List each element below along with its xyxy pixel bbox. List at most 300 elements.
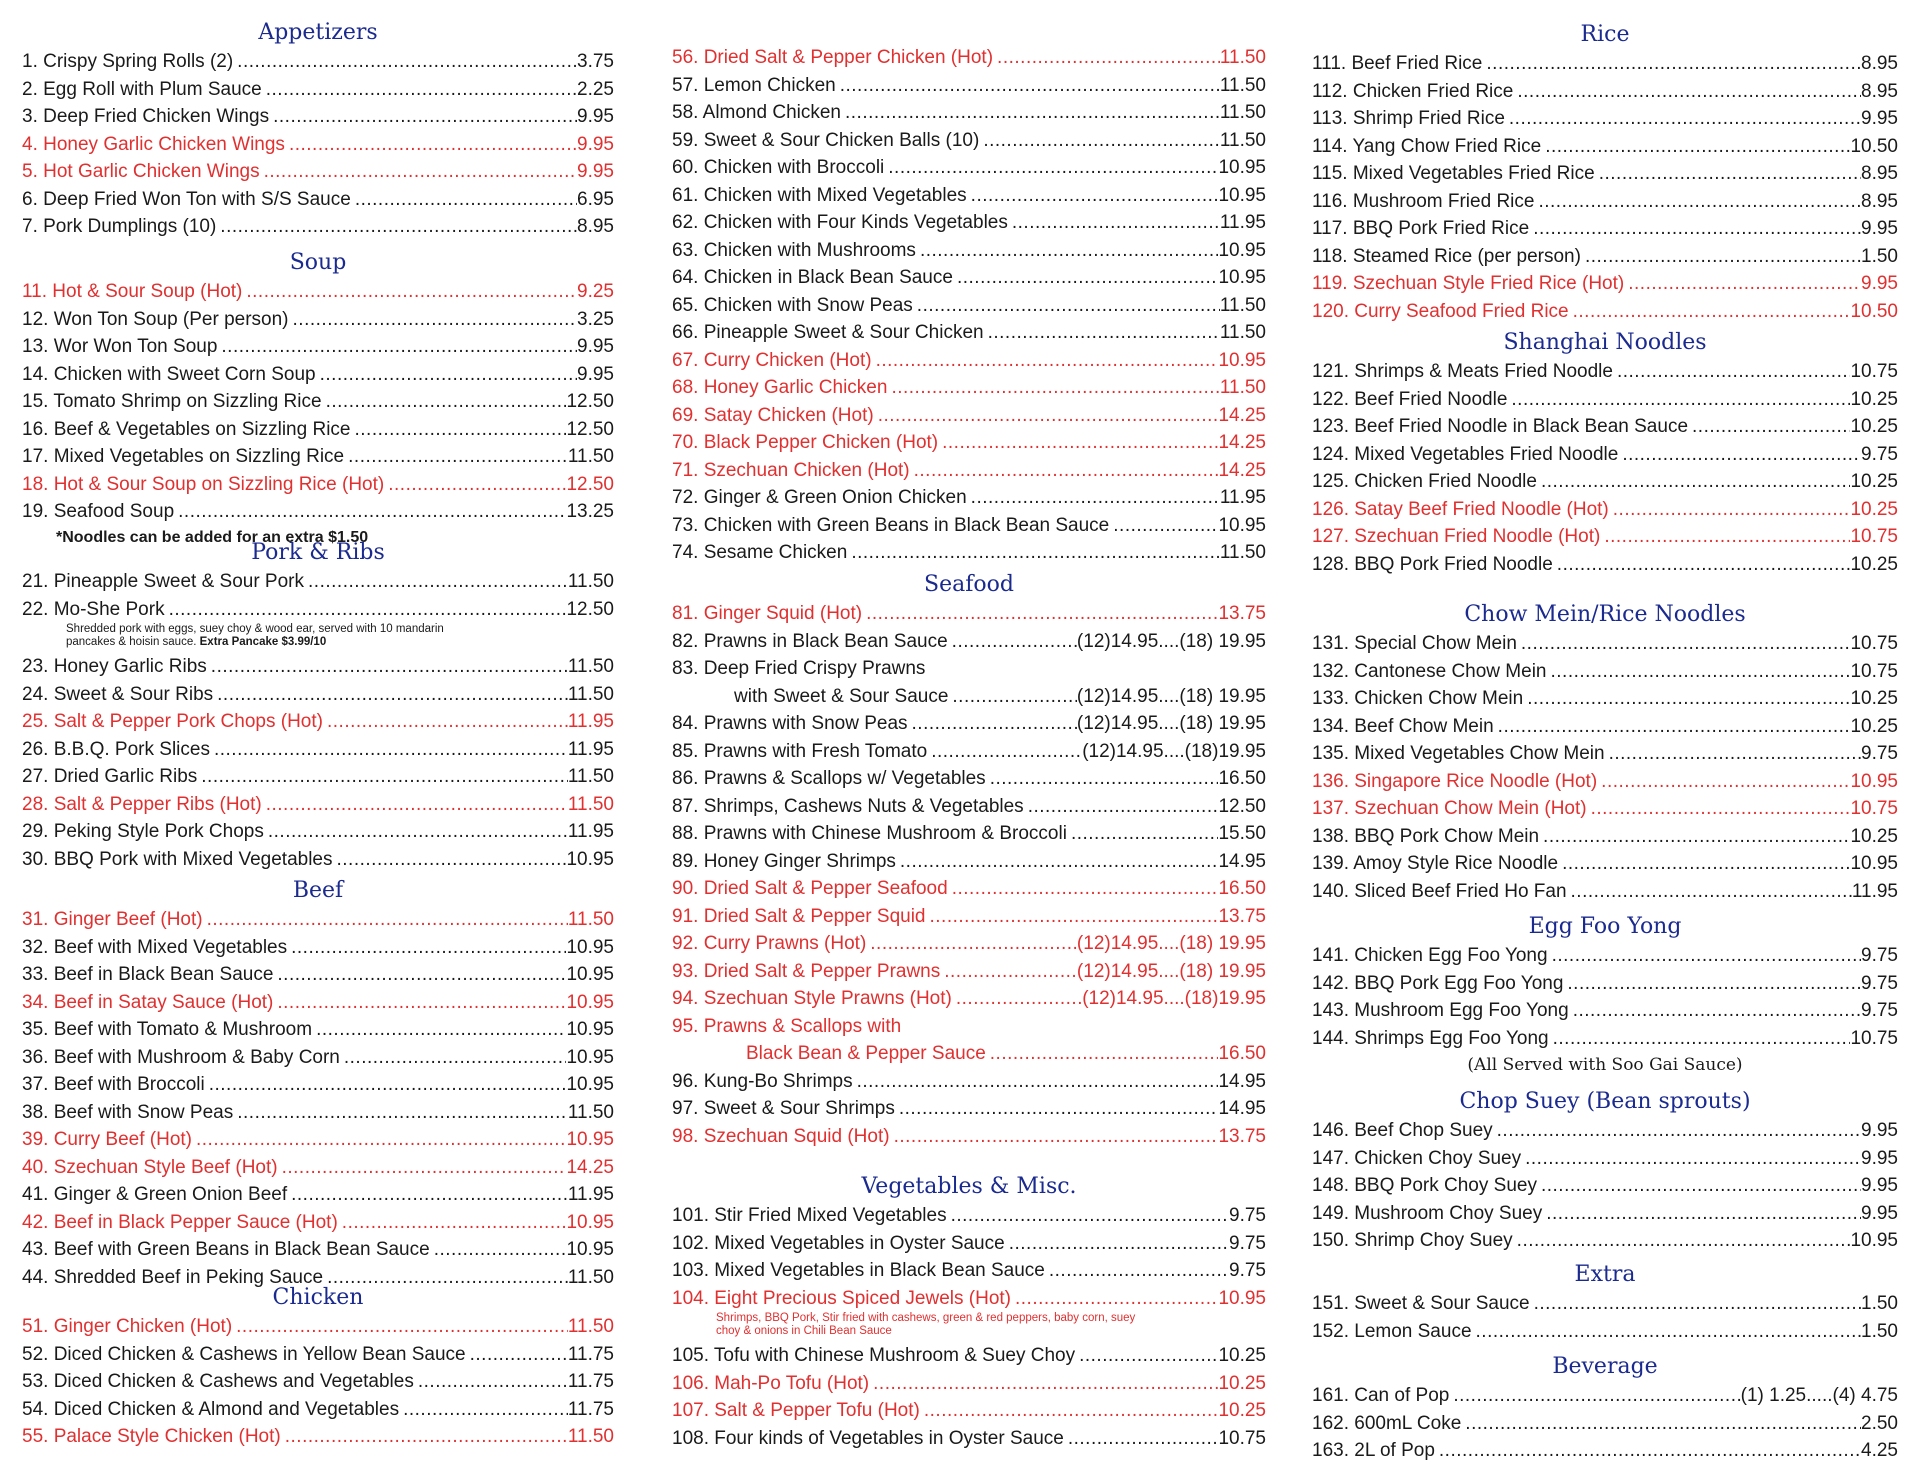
dot-leader [327,708,568,736]
menu-item-name: 68. Honey Garlic Chicken [672,377,888,398]
menu-item [672,182,1266,210]
menu-item-price: 11.50 [567,683,614,705]
dot-leader [264,158,577,186]
menu-item-name: 96. Kung-Bo Shrimps [672,1070,853,1092]
section-note: *Noodles can be added for an extra $1.50 [56,528,369,546]
dot-leader [1527,685,1850,713]
menu-item-name: 5. Hot Garlic Chicken Wings [22,161,260,182]
menu-item [1312,1200,1898,1228]
menu-item-price: 9.95 [577,363,614,385]
menu-item-name: 7. Pork Dumplings (10) [22,216,217,237]
menu-item [672,539,1266,567]
menu-item-price: 10.95 [1218,184,1266,206]
menu-item [1312,630,1898,658]
menu-item-price: 9.75 [1861,1000,1898,1021]
menu-item-price: 11.50 [567,909,614,930]
menu-item-price: 12.50 [566,418,614,440]
menu-item-price: 10.25 [1850,498,1898,520]
menu-item-price: 13.75 [1218,1125,1266,1147]
description-line: choy & onions in Chili Bean Sauce [716,1325,892,1337]
dot-leader [1497,1117,1861,1145]
dot-leader [899,1095,1219,1123]
dot-leader [1009,1230,1229,1258]
menu-item-price: (1) 1.25.....(4) 4.75 [1740,1385,1898,1406]
menu-item [1312,1025,1898,1053]
menu-item-price: 9.95 [1861,218,1898,239]
menu-item [672,958,1266,986]
menu-item [672,820,1266,848]
menu-item-price: 1.50 [1861,1320,1898,1342]
dot-leader [1591,795,1851,823]
menu-item-name: 24. Sweet & Sour Ribs [22,683,214,705]
dot-leader [209,1071,567,1099]
menu-item [1312,1227,1898,1255]
menu-item [672,1425,1266,1453]
menu-item-price: 13.75 [1218,603,1266,624]
menu-item [672,347,1266,375]
dot-leader [291,934,566,962]
section-heading: Soup [289,250,347,275]
menu-item [1312,78,1898,106]
dot-leader [211,653,568,681]
menu-item-price: 10.95 [1218,349,1266,371]
menu-item-name: 94. Szechuan Style Prawns (Hot) [672,988,952,1009]
dot-leader [914,457,1219,485]
menu-item-price: 11.95 [567,1184,614,1205]
dot-leader [266,76,577,104]
dot-leader [894,1123,1219,1151]
menu-item-name: 101. Stir Fried Mixed Vegetables [672,1205,947,1226]
menu-item [1312,1117,1898,1145]
menu-item-price: 10.25 [1850,471,1898,492]
menu-item-name: 30. BBQ Pork with Mixed Vegetables [22,848,333,870]
dot-leader [876,347,1219,375]
menu-item [1312,441,1898,469]
menu-item [1312,358,1898,386]
menu-item-name: 66. Pineapple Sweet & Sour Chicken [672,322,984,343]
menu-item [22,1044,614,1072]
menu-item-price: 11.50 [1219,377,1266,398]
menu-item-price: 10.95 [566,1211,614,1233]
menu-item [1312,468,1898,496]
menu-item [22,1236,614,1264]
dot-leader [169,596,567,624]
menu-item-name: 136. Singapore Rice Noodle (Hot) [1312,770,1598,792]
menu-item-name: 144. Shrimps Egg Foo Yong [1312,1027,1549,1049]
dot-leader [214,736,568,764]
menu-item-price: 14.95 [1218,850,1266,872]
dot-leader [1604,523,1850,551]
menu-item-name: 120. Curry Seafood Fried Rice [1312,300,1569,322]
menu-item [1312,133,1898,161]
menu-item-price: 11.50 [567,1426,614,1447]
dot-leader [891,374,1219,402]
dot-leader [201,763,568,791]
dot-leader [293,306,578,334]
menu-item-price: (12)14.95....(18) 19.95 [1076,933,1266,954]
dot-leader [988,319,1220,347]
menu-item [22,961,614,989]
menu-item [672,600,1266,628]
dot-leader [1465,1410,1861,1438]
menu-item [1312,413,1898,441]
menu-item-price: 11.50 [1219,47,1266,68]
dot-leader [912,710,1077,738]
menu-item-price: 10.95 [1850,1230,1898,1251]
section-subnote: (All Served with Soo Gai Sauce) [1467,1055,1743,1075]
menu-item [22,708,614,736]
menu-item [22,498,614,526]
menu-item-price: 2.25 [577,78,614,100]
menu-item-name: 97. Sweet & Sour Shrimps [672,1098,895,1119]
menu-item [1312,1172,1898,1200]
menu-item-name: 71. Szechuan Chicken (Hot) [672,459,910,481]
dot-leader [1546,1200,1861,1228]
menu-item [1312,685,1898,713]
menu-item [672,1123,1266,1151]
dot-leader [971,484,1220,512]
menu-item [1312,795,1898,823]
menu-item [1312,1145,1898,1173]
dot-leader [1511,386,1850,414]
menu-item-name: 63. Chicken with Mushrooms [672,239,916,261]
menu-section [1312,1352,1898,1465]
dot-leader [1525,1145,1861,1173]
menu-item-price: 14.25 [566,1156,614,1178]
dot-leader [840,72,1220,100]
dot-leader [1538,188,1861,216]
dot-leader [1599,160,1861,188]
dot-leader [1567,970,1861,998]
dot-leader [1517,1227,1851,1255]
menu-item [22,388,614,416]
menu-item-name: 91. Dried Salt & Pepper Squid [672,905,926,927]
menu-item [1312,551,1898,579]
dot-leader [1553,1025,1851,1053]
menu-item-price: 10.95 [1218,1287,1266,1309]
menu-item-name: 35. Beef with Tomato & Mushroom [22,1019,313,1040]
menu-item [22,763,614,791]
dot-leader [983,127,1220,155]
menu-item-price: 2.50 [1861,1412,1898,1434]
menu-item-price: 10.75 [1218,1427,1266,1449]
menu-item [22,1313,614,1341]
dot-leader [951,1202,1229,1230]
menu-item [672,319,1266,347]
menu-item-name: 128. BBQ Pork Fried Noodle [1312,553,1553,575]
menu-item-price: 15.50 [1218,823,1266,844]
dot-leader [291,1181,568,1209]
dot-leader [418,1368,568,1396]
dot-leader [952,628,1077,656]
menu-item-price: 11.50 [567,793,614,815]
dot-leader [952,875,1219,903]
menu-item [22,1016,614,1044]
menu-item [672,1397,1266,1425]
menu-item-price: 11.50 [567,766,614,787]
dot-leader [246,278,577,306]
menu-item-price: 9.95 [1861,1202,1898,1224]
menu-item-name: 70. Black Pepper Chicken (Hot) [672,432,939,453]
menu-item [22,131,614,159]
menu-item-name: 81. Ginger Squid (Hot) [672,603,863,624]
menu-section [672,1172,1266,1452]
section-heading: Chicken [272,1285,364,1310]
menu-item [22,278,614,306]
menu-item-price: 11.95 [1219,212,1266,233]
section-heading: Chow Mein/Rice Noodles [1464,602,1746,627]
menu-item-price: 10.75 [1850,633,1898,654]
menu-item-name: 149. Mushroom Choy Suey [1312,1202,1543,1224]
menu-item-name: 62. Chicken with Four Kinds Vegetables [672,212,1008,233]
menu-item [1312,850,1898,878]
menu-item [672,1285,1266,1313]
dot-leader [956,985,1082,1013]
menu-item [22,158,614,186]
dot-leader [308,568,568,596]
menu-item [22,48,614,76]
menu-item-name: 4. Honey Garlic Chicken Wings [22,133,285,155]
menu-item-price: 6.95 [577,188,614,210]
menu-item-name: 13. Wor Won Ton Soup [22,336,218,357]
menu-item-name: 39. Curry Beef (Hot) [22,1129,192,1150]
menu-item-name: 2. Egg Roll with Plum Sauce [22,78,262,100]
dot-leader [348,443,568,471]
dot-leader [971,182,1219,210]
menu-item [672,237,1266,265]
dot-leader [952,683,1077,711]
dot-leader [1692,413,1850,441]
menu-item-price: 10.25 [1850,825,1898,847]
menu-item-price: 9.75 [1229,1232,1266,1254]
menu-item-name: 140. Sliced Beef Fried Ho Fan [1312,880,1567,902]
menu-item-price: 9.75 [1861,972,1898,994]
description-line: Shredded pork with eggs, suey choy & wood ear, served with 10 mandarin [66,623,444,635]
menu-item-price: 11.50 [567,571,614,592]
dot-leader [857,1068,1219,1096]
menu-item [1312,1410,1898,1438]
menu-item-price: 10.95 [566,991,614,1013]
menu-item [672,1342,1266,1370]
dot-leader [873,1370,1218,1398]
menu-item-name: 102. Mixed Vegetables in Oyster Sauce [672,1232,1005,1254]
menu-item-name: 107. Salt & Pepper Tofu (Hot) [672,1400,920,1421]
menu-item-name: 11. Hot & Sour Soup (Hot) [22,281,243,302]
menu-item-name: 37. Beef with Broccoli [22,1074,205,1095]
menu-section [672,44,1266,567]
menu-item [22,186,614,214]
menu-item-name: 87. Shrimps, Cashews Nuts & Vegetables [672,795,1024,817]
menu-item-price: 8.95 [1861,163,1898,184]
menu-item [1312,823,1898,851]
menu-item [672,374,1266,402]
menu-item-name: 1. Crispy Spring Rolls (2) [22,51,234,72]
dot-leader [207,906,568,934]
menu-item-price: 9.75 [1229,1205,1266,1226]
dot-leader [236,1313,568,1341]
menu-item-name: 146. Beef Chop Suey [1312,1120,1493,1141]
dot-leader [388,471,566,499]
menu-item-name: 21. Pineapple Sweet & Sour Pork [22,571,305,592]
section-heading: Chop Suey (Bean sprouts) [1459,1089,1751,1114]
menu-item-name: 122. Beef Fried Noodle [1312,388,1508,410]
menu-item [22,1099,614,1127]
menu-item [672,484,1266,512]
menu-item-price: 11.50 [1219,129,1266,151]
dot-leader [1517,78,1861,106]
dot-leader [178,498,566,526]
menu-item-name: 118. Steamed Rice (per person) [1312,245,1581,267]
menu-item-price: 10.25 [1850,553,1898,575]
menu-item-name: 90. Dried Salt & Pepper Seafood [672,878,948,899]
menu-item-name: 162. 600mL Coke [1312,1412,1462,1434]
menu-item-name: 36. Beef with Mushroom & Baby Corn [22,1046,340,1068]
dot-leader [1552,942,1861,970]
menu-item-price: 9.75 [1861,743,1898,764]
menu-item-price: 11.50 [567,446,614,467]
menu-item-price: 10.95 [566,1046,614,1068]
menu-item [672,1230,1266,1258]
menu-item-name: 82. Prawns in Black Bean Sauce [672,630,948,652]
dot-leader [1571,878,1852,906]
menu-item-name: 3. Deep Fried Chicken Wings [22,106,270,127]
menu-item-name: 123. Beef Fried Noodle in Black Bean Sauce [1312,416,1689,437]
item-description [22,623,614,653]
menu-item-name: 43. Beef with Green Beans in Black Bean Sauce [22,1239,430,1260]
menu-item-price: 12.50 [1218,795,1266,817]
menu-item-price: 12.50 [566,598,614,620]
menu-item-name: 124. Mixed Vegetables Fried Noodle [1312,443,1619,465]
menu-item-price: (12)14.95....(18)19.95 [1082,740,1266,762]
menu-item [672,44,1266,72]
menu-item [1312,1437,1898,1465]
dot-leader [1550,658,1850,686]
menu-item-name: 117. BBQ Pork Fried Rice [1312,218,1530,239]
menu-item-name: 57. Lemon Chicken [672,74,836,96]
menu-item [1312,997,1898,1025]
dot-leader [196,1126,566,1154]
menu-item [22,1181,614,1209]
menu-item-name: 15. Tomato Shrimp on Sizzling Rice [22,391,322,412]
menu-item-price: 9.75 [1861,443,1898,465]
menu-item [1312,768,1898,796]
menu-item-name: 133. Chicken Chow Mein [1312,688,1524,709]
dot-leader [1534,1290,1861,1318]
menu-item-price: 10.95 [1850,770,1898,792]
menu-item-name: 89. Honey Ginger Shrimps [672,850,896,872]
menu-item-price: 10.95 [1218,514,1266,536]
menu-item-name: 42. Beef in Black Pepper Sauce (Hot) [22,1211,338,1233]
menu-item-name: 31. Ginger Beef (Hot) [22,909,203,930]
menu-item [1312,942,1898,970]
dot-leader [470,1341,568,1369]
menu-item-name: 148. BBQ Pork Choy Suey [1312,1175,1537,1196]
description-line: Shrimps, BBQ Pork, Stir fried with cashews, green & red peppers, baby corn, suey [716,1312,1136,1324]
dot-leader [289,131,577,159]
menu-item [22,471,614,499]
menu-item-name: 6. Deep Fried Won Ton with S/S Sauce [22,188,351,210]
menu-item-price: 10.75 [1850,526,1898,547]
menu-item-name: 69. Satay Chicken (Hot) [672,404,874,426]
menu-item-name: 22. Mo-She Pork [22,598,165,620]
menu-item-price: 10.25 [1850,688,1898,709]
menu-item-price: 9.95 [577,161,614,182]
menu-section [1312,912,1898,1078]
menu-item [672,655,1266,683]
menu-item-price: 10.75 [1850,361,1898,382]
menu-item [22,1154,614,1182]
menu-item [672,1370,1266,1398]
dot-leader [1541,1172,1861,1200]
menu-section [1312,1260,1898,1345]
menu-item-name: 112. Chicken Fried Rice [1312,80,1514,102]
menu-item-name: 143. Mushroom Egg Foo Yong [1312,1000,1569,1021]
menu-item [1312,243,1898,271]
dot-leader [1543,823,1850,851]
dot-leader [337,846,567,874]
menu-item-price: (12)14.95....(18) 19.95 [1076,630,1266,652]
menu-item-name: 137. Szechuan Chow Mein (Hot) [1312,798,1587,819]
dot-leader [354,416,566,444]
dot-leader [277,989,566,1017]
menu-item-name: 85. Prawns with Fresh Tomato [672,740,928,762]
menu-item [1312,188,1898,216]
menu-item-price: 10.95 [1218,157,1266,178]
menu-item-name: 74. Sesame Chicken [672,542,848,563]
menu-item [672,457,1266,485]
menu-item-name: 98. Szechuan Squid (Hot) [672,1125,890,1147]
menu-section [22,876,614,1291]
menu-item-price: 11.95 [567,738,614,760]
dot-leader [997,44,1220,72]
menu-item [672,1095,1266,1123]
menu-item-price: 9.95 [577,106,614,127]
menu-item-name: 152. Lemon Sauce [1312,1320,1472,1342]
menu-item-price: 8.95 [1861,80,1898,102]
menu-item-name: 58. Almond Chicken [672,102,841,123]
menu-item-name: 108. Four kinds of Vegetables in Oyster Sauce [672,1427,1064,1449]
menu-item-name: 86. Prawns & Scallops w/ Vegetables [672,768,986,789]
menu-item [22,306,614,334]
menu-item-price: 16.50 [1218,768,1266,789]
menu-item [1312,1318,1898,1346]
dot-leader [285,1423,568,1451]
menu-item-name: 33. Beef in Black Bean Sauce [22,964,274,985]
menu-section [22,18,614,241]
dot-leader [1557,551,1851,579]
menu-item [22,1423,614,1451]
menu-item-price: 13.25 [566,501,614,522]
menu-item [672,1257,1266,1285]
menu-item-price: 14.95 [1218,1070,1266,1092]
dot-leader [931,738,1082,766]
menu-item [22,846,614,874]
menu-item [1312,386,1898,414]
menu-item-price: (12)14.95....(18)19.95 [1082,988,1266,1009]
dot-leader [866,600,1218,628]
menu-item-price: 10.75 [1850,798,1898,819]
menu-item [22,416,614,444]
menu-item-name: 14. Chicken with Sweet Corn Soup [22,363,316,385]
menu-item-name: 52. Diced Chicken & Cashews in Yellow Bean Sauce [22,1343,466,1365]
menu-item-name: 104. Eight Precious Spiced Jewels (Hot) [672,1287,1011,1309]
menu-item-price: 10.25 [1850,388,1898,410]
menu-item-price: 3.75 [577,51,614,72]
menu-item-price: 9.75 [1229,1260,1266,1281]
menu-item [672,710,1266,738]
menu-item [22,1126,614,1154]
menu-item [672,738,1266,766]
